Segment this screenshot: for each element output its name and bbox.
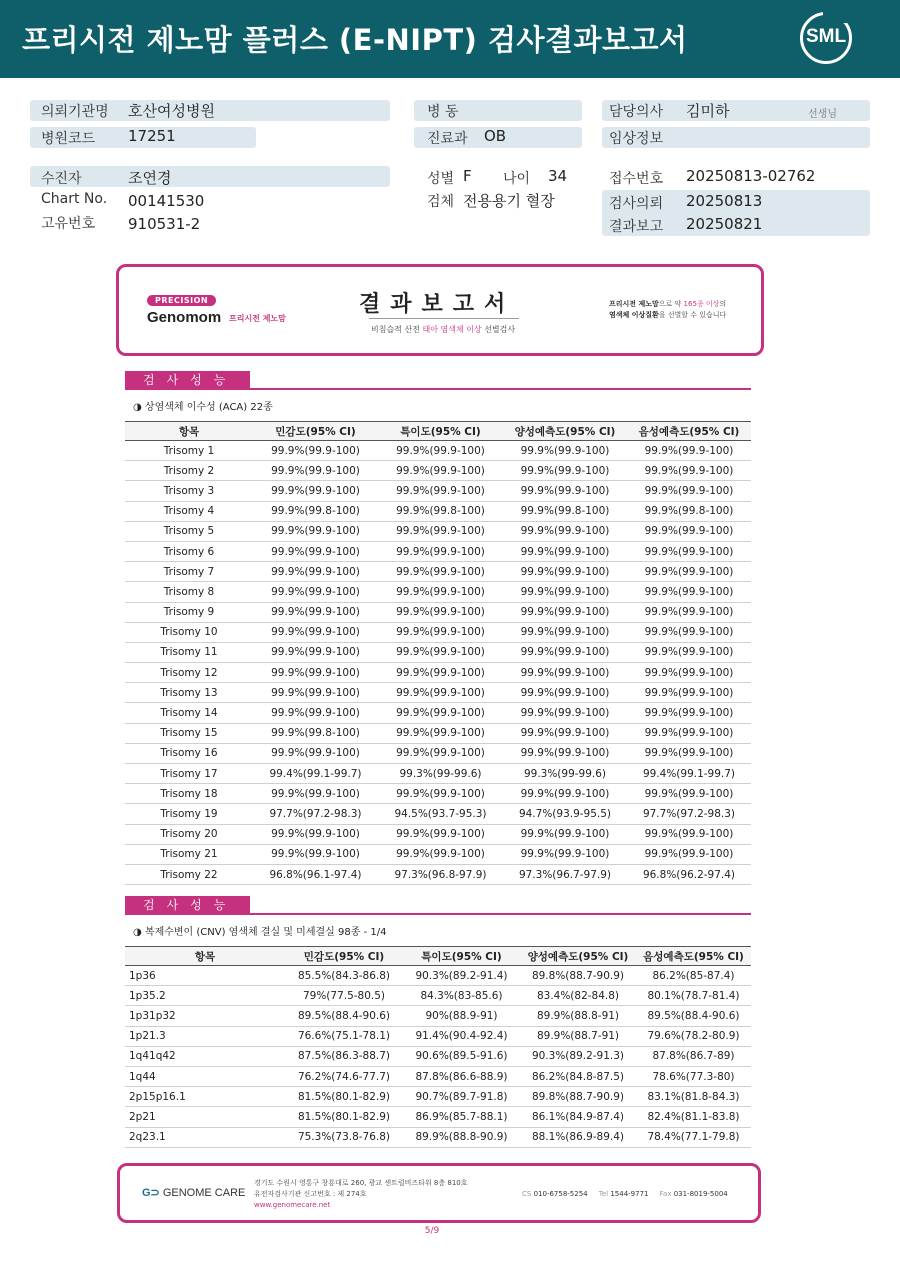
value-cell: 99.9%(99.9-100) bbox=[503, 723, 627, 743]
value-cell: 99.9%(99.9-100) bbox=[378, 582, 503, 602]
section2-caption: ◑ 복제수변이 (CNV) 염색체 결실 및 미세결실 98종 - 1/4 bbox=[133, 927, 387, 938]
value-cell: 99.9%(99.9-100) bbox=[378, 541, 503, 561]
value-cell: 99.3%(99-99.6) bbox=[378, 764, 503, 784]
value-cell: 99.9%(99.9-100) bbox=[378, 743, 503, 763]
cnv-performance-table bbox=[125, 946, 751, 1148]
column-header: 민감도(95% CI) bbox=[253, 422, 378, 441]
row-item-cell: Trisomy 3 bbox=[125, 481, 253, 501]
age-value: 34 bbox=[548, 167, 568, 185]
row-item-cell: 1p21.3 bbox=[125, 1026, 285, 1046]
table-row bbox=[125, 461, 751, 481]
table-row bbox=[125, 541, 751, 561]
sml-logo-icon bbox=[800, 12, 852, 64]
value-cell: 97.7%(97.2-98.3) bbox=[627, 804, 751, 824]
page-title: 프리시전 제노맘 플러스 (E-NIPT) 검사결과보고서 bbox=[22, 23, 688, 57]
footer-contacts: CS 010-6758-5254 Tel 1544-9771 Fax 031-8019-5004 bbox=[522, 1190, 728, 1198]
value-cell: 99.9%(99.9-100) bbox=[627, 743, 751, 763]
value-cell: 89.9%(88.7-91) bbox=[520, 1026, 636, 1046]
row-item-cell: 1p35.2 bbox=[125, 986, 285, 1006]
table-row bbox=[125, 521, 751, 541]
value-cell: 90.6%(89.5-91.6) bbox=[403, 1046, 520, 1066]
value-cell: 86.2%(85-87.4) bbox=[636, 966, 751, 986]
code-label: 병원코드 bbox=[41, 131, 96, 147]
value-cell: 94.7%(93.9-95.5) bbox=[503, 804, 627, 824]
value-cell: 99.9%(99.9-100) bbox=[378, 481, 503, 501]
request-value: 20250813 bbox=[686, 192, 763, 210]
report-card bbox=[116, 264, 764, 356]
value-cell: 99.9%(99.9-100) bbox=[253, 683, 378, 703]
row-item-cell: Trisomy 4 bbox=[125, 501, 253, 521]
value-cell: 80.1%(78.7-81.4) bbox=[636, 986, 751, 1006]
section2-rule bbox=[125, 913, 751, 915]
report-date-value: 20250821 bbox=[686, 215, 763, 233]
value-cell: 99.9%(99.9-100) bbox=[503, 683, 627, 703]
value-cell: 89.9%(88.8-90.9) bbox=[403, 1127, 520, 1147]
value-cell: 99.9%(99.9-100) bbox=[627, 844, 751, 864]
value-cell: 81.5%(80.1-82.9) bbox=[285, 1087, 403, 1107]
sml-logo-text: SML bbox=[805, 26, 847, 47]
value-cell: 99.9%(99.9-100) bbox=[503, 541, 627, 561]
row-item-cell: Trisomy 8 bbox=[125, 582, 253, 602]
column-header: 음성예측도(95% CI) bbox=[627, 422, 751, 441]
table-row bbox=[125, 1127, 751, 1147]
value-cell: 99.9%(99.9-100) bbox=[253, 784, 378, 804]
request-label: 검사의뢰 bbox=[609, 196, 664, 212]
value-cell: 99.9%(99.9-100) bbox=[503, 521, 627, 541]
row-item-cell: 1q44 bbox=[125, 1066, 285, 1086]
value-cell: 99.9%(99.9-100) bbox=[253, 622, 378, 642]
table-row bbox=[125, 824, 751, 844]
row-item-cell: Trisomy 18 bbox=[125, 784, 253, 804]
section2-tab: 검사성능 bbox=[125, 896, 250, 914]
id-value: 910531-2 bbox=[128, 215, 201, 233]
ward-label: 병 동 bbox=[427, 104, 459, 120]
value-cell: 99.9%(99.9-100) bbox=[627, 824, 751, 844]
value-cell: 99.9%(99.9-100) bbox=[627, 582, 751, 602]
value-cell: 99.9%(99.9-100) bbox=[253, 481, 378, 501]
value-cell: 99.9%(99.9-100) bbox=[627, 461, 751, 481]
report-card-subtitle: 비침습적 산전 태아 염색체 이상 선별검사 bbox=[371, 325, 516, 334]
column-header: 항목 bbox=[125, 947, 285, 966]
row-item-cell: Trisomy 13 bbox=[125, 683, 253, 703]
row-item-cell: Trisomy 2 bbox=[125, 461, 253, 481]
row-item-cell: 2p15p16.1 bbox=[125, 1087, 285, 1107]
table-row bbox=[125, 804, 751, 824]
row-item-cell: Trisomy 9 bbox=[125, 602, 253, 622]
row-item-cell: Trisomy 5 bbox=[125, 521, 253, 541]
page-number: 5/9 bbox=[424, 1226, 440, 1236]
value-cell: 99.9%(99.9-100) bbox=[503, 703, 627, 723]
value-cell: 99.9%(99.9-100) bbox=[503, 844, 627, 864]
value-cell: 99.9%(99.9-100) bbox=[253, 844, 378, 864]
value-cell: 99.9%(99.9-100) bbox=[378, 521, 503, 541]
value-cell: 99.9%(99.9-100) bbox=[503, 582, 627, 602]
clinical-label: 임상정보 bbox=[609, 131, 664, 147]
section1-tab: 검사성능 bbox=[125, 371, 250, 389]
cnv-table-body bbox=[125, 966, 751, 1148]
table-row bbox=[125, 743, 751, 763]
value-cell: 99.9%(99.9-100) bbox=[253, 441, 378, 461]
table-row bbox=[125, 1087, 751, 1107]
row-item-cell: Trisomy 15 bbox=[125, 723, 253, 743]
aca-table-body bbox=[125, 441, 751, 885]
chart-label: Chart No. bbox=[41, 191, 108, 207]
value-cell: 99.9%(99.9-100) bbox=[378, 663, 503, 683]
value-cell: 79.6%(78.2-80.9) bbox=[636, 1026, 751, 1046]
cnv-header-row bbox=[125, 947, 751, 966]
value-cell: 96.8%(96.1-97.4) bbox=[253, 864, 378, 884]
value-cell: 99.9%(99.9-100) bbox=[627, 441, 751, 461]
value-cell: 78.6%(77.3-80) bbox=[636, 1066, 751, 1086]
value-cell: 83.4%(82-84.8) bbox=[520, 986, 636, 1006]
value-cell: 99.9%(99.8-100) bbox=[253, 501, 378, 521]
receipt-value: 20250813-02762 bbox=[686, 167, 816, 185]
value-cell: 81.5%(80.1-82.9) bbox=[285, 1107, 403, 1127]
column-header: 양성예측도(95% CI) bbox=[503, 422, 627, 441]
value-cell: 87.8%(86.7-89) bbox=[636, 1046, 751, 1066]
value-cell: 99.9%(99.9-100) bbox=[253, 461, 378, 481]
row-item-cell: Trisomy 12 bbox=[125, 663, 253, 683]
value-cell: 88.1%(86.9-89.4) bbox=[520, 1127, 636, 1147]
title-divider bbox=[369, 318, 519, 319]
genome-care-logo: G⊃ GENOME CARE bbox=[142, 1187, 246, 1199]
value-cell: 89.8%(88.7-90.9) bbox=[520, 966, 636, 986]
value-cell: 89.9%(88.8-91) bbox=[520, 1006, 636, 1026]
row-item-cell: Trisomy 7 bbox=[125, 562, 253, 582]
value-cell: 99.9%(99.9-100) bbox=[503, 743, 627, 763]
value-cell: 99.9%(99.9-100) bbox=[378, 622, 503, 642]
value-cell: 89.5%(88.4-90.6) bbox=[636, 1006, 751, 1026]
value-cell: 99.9%(99.9-100) bbox=[503, 562, 627, 582]
table-row bbox=[125, 844, 751, 864]
institution-value: 호산여성병원 bbox=[128, 102, 215, 120]
age-label: 나이 bbox=[503, 171, 531, 187]
patient-name-label: 수진자 bbox=[41, 171, 82, 187]
value-cell: 94.5%(93.7-95.3) bbox=[378, 804, 503, 824]
row-item-cell: 1p36 bbox=[125, 966, 285, 986]
value-cell: 99.9%(99.9-100) bbox=[503, 784, 627, 804]
value-cell: 79%(77.5-80.5) bbox=[285, 986, 403, 1006]
value-cell: 99.9%(99.9-100) bbox=[627, 481, 751, 501]
value-cell: 99.9%(99.9-100) bbox=[253, 663, 378, 683]
id-label: 고유번호 bbox=[41, 216, 96, 232]
value-cell: 99.9%(99.9-100) bbox=[503, 663, 627, 683]
value-cell: 99.9%(99.8-100) bbox=[253, 723, 378, 743]
value-cell: 99.9%(99.8-100) bbox=[627, 501, 751, 521]
value-cell: 99.9%(99.9-100) bbox=[503, 602, 627, 622]
report-card-tagline: 프리시전 제노맘으로 약 165종 이상의 염색체 이상질환을 선별할 수 있습니다 bbox=[609, 300, 727, 319]
value-cell: 99.9%(99.9-100) bbox=[627, 703, 751, 723]
row-item-cell: Trisomy 10 bbox=[125, 622, 253, 642]
row-item-cell: 2p21 bbox=[125, 1107, 285, 1127]
section1-caption: ◑ 상염색체 이수성 (ACA) 22종 bbox=[133, 402, 273, 413]
table-row bbox=[125, 642, 751, 662]
value-cell: 87.5%(86.3-88.7) bbox=[285, 1046, 403, 1066]
genome-care-logo-icon: G⊃ bbox=[142, 1187, 160, 1199]
value-cell: 99.9%(99.9-100) bbox=[253, 521, 378, 541]
value-cell: 86.2%(84.8-87.5) bbox=[520, 1066, 636, 1086]
receipt-label: 접수번호 bbox=[609, 171, 664, 187]
row-item-cell: Trisomy 19 bbox=[125, 804, 253, 824]
table-row bbox=[125, 723, 751, 743]
value-cell: 75.3%(73.8-76.8) bbox=[285, 1127, 403, 1147]
table-row bbox=[125, 1107, 751, 1127]
value-cell: 99.9%(99.9-100) bbox=[503, 481, 627, 501]
column-header: 특이도(95% CI) bbox=[378, 422, 503, 441]
value-cell: 99.9%(99.9-100) bbox=[378, 784, 503, 804]
value-cell: 99.9%(99.9-100) bbox=[503, 461, 627, 481]
value-cell: 99.9%(99.9-100) bbox=[378, 723, 503, 743]
logo-arc-gap bbox=[823, 11, 853, 23]
doctor-suffix: 선생님 bbox=[808, 109, 837, 120]
table-row bbox=[125, 501, 751, 521]
table-row bbox=[125, 481, 751, 501]
table-row bbox=[125, 1006, 751, 1026]
value-cell: 97.3%(96.7-97.9) bbox=[503, 864, 627, 884]
value-cell: 87.8%(86.6-88.9) bbox=[403, 1066, 520, 1086]
aca-header-row bbox=[125, 422, 751, 441]
table-row bbox=[125, 703, 751, 723]
row-item-cell: Trisomy 1 bbox=[125, 441, 253, 461]
value-cell: 99.9%(99.9-100) bbox=[253, 642, 378, 662]
sex-label: 성별 bbox=[427, 171, 455, 187]
report-date-label: 결과보고 bbox=[609, 219, 664, 235]
table-row bbox=[125, 663, 751, 683]
value-cell: 99.9%(99.9-100) bbox=[378, 642, 503, 662]
value-cell: 99.9%(99.9-100) bbox=[627, 642, 751, 662]
genomom-sub-logo: 프리시전 제노맘 bbox=[229, 314, 286, 323]
value-cell: 78.4%(77.1-79.8) bbox=[636, 1127, 751, 1147]
value-cell: 99.9%(99.9-100) bbox=[378, 703, 503, 723]
column-header: 음성예측도(95% CI) bbox=[636, 947, 751, 966]
row-item-cell: Trisomy 20 bbox=[125, 824, 253, 844]
footer-card bbox=[117, 1163, 761, 1223]
value-cell: 99.9%(99.9-100) bbox=[253, 562, 378, 582]
value-cell: 90.3%(89.2-91.4) bbox=[403, 966, 520, 986]
precision-badge: PRECISION bbox=[147, 295, 216, 306]
value-cell: 86.1%(84.9-87.4) bbox=[520, 1107, 636, 1127]
row-item-cell: Trisomy 16 bbox=[125, 743, 253, 763]
footer-address: 경기도 수원시 영통구 창룡대로 260, 광교 센트럴비즈타워 8층 810호 유전자검사기관 신고번호 : 제 274호 www.genomecare.net bbox=[254, 1179, 468, 1209]
column-header: 항목 bbox=[125, 422, 253, 441]
table-row bbox=[125, 582, 751, 602]
row-item-cell: Trisomy 22 bbox=[125, 864, 253, 884]
doctor-label: 담당의사 bbox=[609, 104, 664, 120]
row-item-cell: Trisomy 11 bbox=[125, 642, 253, 662]
table-row bbox=[125, 784, 751, 804]
table-row bbox=[125, 1066, 751, 1086]
value-cell: 99.9%(99.9-100) bbox=[627, 602, 751, 622]
value-cell: 99.9%(99.9-100) bbox=[627, 541, 751, 561]
aca-performance-table bbox=[125, 421, 751, 885]
row-item-cell: 1p31p32 bbox=[125, 1006, 285, 1026]
row-item-cell: 1q41q42 bbox=[125, 1046, 285, 1066]
row-item-cell: Trisomy 21 bbox=[125, 844, 253, 864]
value-cell: 91.4%(90.4-92.4) bbox=[403, 1026, 520, 1046]
value-cell: 99.9%(99.9-100) bbox=[627, 622, 751, 642]
column-header: 양성예측도(95% CI) bbox=[520, 947, 636, 966]
value-cell: 85.5%(84.3-86.8) bbox=[285, 966, 403, 986]
value-cell: 90.3%(89.2-91.3) bbox=[520, 1046, 636, 1066]
value-cell: 76.2%(74.6-77.7) bbox=[285, 1066, 403, 1086]
value-cell: 99.9%(99.9-100) bbox=[253, 743, 378, 763]
value-cell: 99.9%(99.9-100) bbox=[378, 844, 503, 864]
table-row bbox=[125, 602, 751, 622]
value-cell: 86.9%(85.7-88.1) bbox=[403, 1107, 520, 1127]
section1-rule bbox=[125, 388, 751, 390]
value-cell: 89.8%(88.7-90.9) bbox=[520, 1087, 636, 1107]
column-header: 민감도(95% CI) bbox=[285, 947, 403, 966]
row-item-cell: Trisomy 6 bbox=[125, 541, 253, 561]
genomom-logo: Genomom bbox=[147, 309, 222, 326]
specimen-value: 전용용기 혈장 bbox=[463, 192, 555, 210]
value-cell: 99.9%(99.9-100) bbox=[378, 461, 503, 481]
value-cell: 99.3%(99-99.6) bbox=[503, 764, 627, 784]
row-item-cell: Trisomy 17 bbox=[125, 764, 253, 784]
value-cell: 76.6%(75.1-78.1) bbox=[285, 1026, 403, 1046]
value-cell: 99.9%(99.9-100) bbox=[378, 562, 503, 582]
value-cell: 99.9%(99.9-100) bbox=[627, 521, 751, 541]
code-value: 17251 bbox=[128, 127, 176, 145]
value-cell: 90%(88.9-91) bbox=[403, 1006, 520, 1026]
footer-website[interactable]: www.genomecare.net bbox=[254, 1201, 331, 1209]
value-cell: 84.3%(83-85.6) bbox=[403, 986, 520, 1006]
specimen-label: 검체 bbox=[427, 194, 455, 210]
table-row bbox=[125, 441, 751, 461]
dept-value: OB bbox=[484, 127, 507, 145]
value-cell: 99.9%(99.9-100) bbox=[253, 582, 378, 602]
table-row bbox=[125, 683, 751, 703]
report-card-title: 결과보고서 bbox=[359, 292, 516, 317]
value-cell: 97.7%(97.2-98.3) bbox=[253, 804, 378, 824]
value-cell: 99.9%(99.8-100) bbox=[378, 501, 503, 521]
value-cell: 96.8%(96.2-97.4) bbox=[627, 864, 751, 884]
table-row bbox=[125, 562, 751, 582]
value-cell: 99.9%(99.9-100) bbox=[627, 784, 751, 804]
value-cell: 99.9%(99.9-100) bbox=[627, 663, 751, 683]
value-cell: 99.4%(99.1-99.7) bbox=[627, 764, 751, 784]
value-cell: 99.9%(99.9-100) bbox=[627, 562, 751, 582]
row-item-cell: 2q23.1 bbox=[125, 1127, 285, 1147]
value-cell: 89.5%(88.4-90.6) bbox=[285, 1006, 403, 1026]
value-cell: 99.9%(99.8-100) bbox=[503, 501, 627, 521]
table-row bbox=[125, 864, 751, 884]
value-cell: 99.9%(99.9-100) bbox=[627, 723, 751, 743]
table-row bbox=[125, 622, 751, 642]
table-row bbox=[125, 1046, 751, 1066]
dept-label: 진료과 bbox=[427, 131, 468, 147]
value-cell: 99.9%(99.9-100) bbox=[503, 824, 627, 844]
value-cell: 99.9%(99.9-100) bbox=[378, 824, 503, 844]
table-row bbox=[125, 764, 751, 784]
pill-patient bbox=[30, 166, 390, 187]
value-cell: 99.9%(99.9-100) bbox=[253, 824, 378, 844]
value-cell: 99.9%(99.9-100) bbox=[503, 622, 627, 642]
table-row bbox=[125, 1026, 751, 1046]
table-row bbox=[125, 986, 751, 1006]
value-cell: 99.9%(99.9-100) bbox=[627, 683, 751, 703]
patient-name-value: 조연경 bbox=[128, 169, 172, 187]
value-cell: 97.3%(96.8-97.9) bbox=[378, 864, 503, 884]
value-cell: 99.9%(99.9-100) bbox=[378, 683, 503, 703]
value-cell: 99.9%(99.9-100) bbox=[503, 642, 627, 662]
value-cell: 99.9%(99.9-100) bbox=[253, 602, 378, 622]
value-cell: 99.4%(99.1-99.7) bbox=[253, 764, 378, 784]
doctor-value: 김미하 bbox=[686, 102, 730, 120]
value-cell: 99.9%(99.9-100) bbox=[253, 541, 378, 561]
value-cell: 82.4%(81.1-83.8) bbox=[636, 1107, 751, 1127]
table-row bbox=[125, 966, 751, 986]
column-header: 특이도(95% CI) bbox=[403, 947, 520, 966]
sex-value: F bbox=[463, 167, 472, 185]
value-cell: 99.9%(99.9-100) bbox=[503, 441, 627, 461]
institution-label: 의뢰기관명 bbox=[41, 104, 109, 120]
value-cell: 99.9%(99.9-100) bbox=[378, 441, 503, 461]
value-cell: 99.9%(99.9-100) bbox=[253, 703, 378, 723]
value-cell: 99.9%(99.9-100) bbox=[378, 602, 503, 622]
value-cell: 90.7%(89.7-91.8) bbox=[403, 1087, 520, 1107]
value-cell: 83.1%(81.8-84.3) bbox=[636, 1087, 751, 1107]
chart-value: 00141530 bbox=[128, 192, 205, 210]
row-item-cell: Trisomy 14 bbox=[125, 703, 253, 723]
